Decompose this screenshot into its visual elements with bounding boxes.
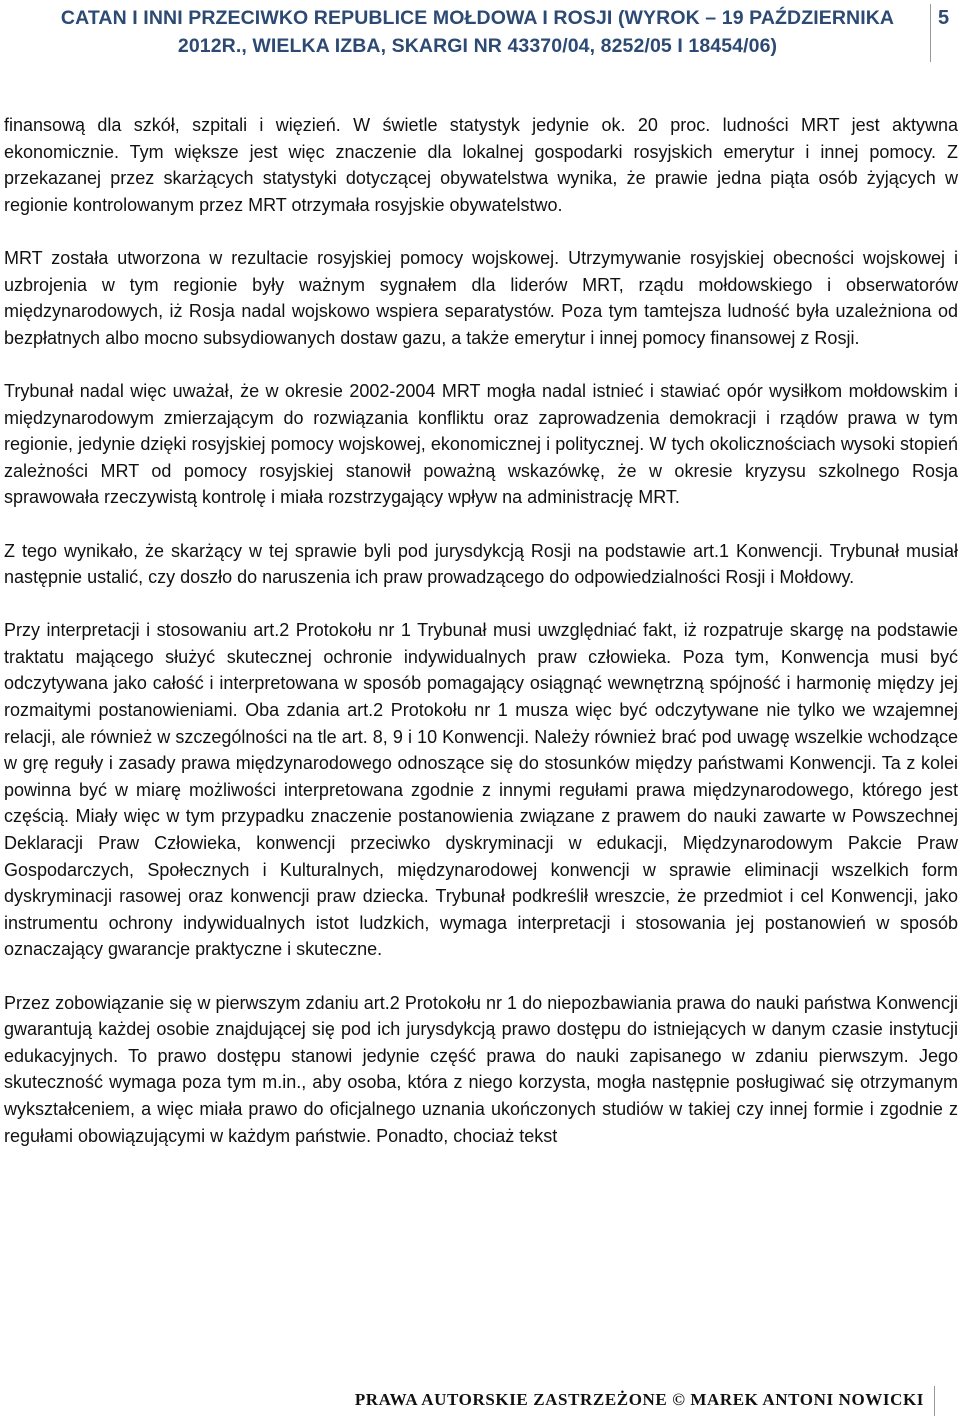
page-header [0,0,960,64]
header-divider [930,4,931,62]
document-body [4,112,958,1176]
page-footer [0,1386,960,1417]
paragraph: finansową dla szkół, szpitali i więzień. W świetle statystyk jedynie ok. 20 proc. ludności MRT jest aktywna ekonomicznie. Tym większe jest więc znaczenie dla lokalnej gospodarki rosyjskich emerytur i innej pomocy. Z przekazanej przez skarżących statystyki dotyczącej obywatelstwa wynika, że prawie jedna piąta osób żyjących w regionie kontrolowanym przez MRT otrzymała rosyjskie obywatelstwo. [4,115,958,215]
copyright-notice: PRAWA AUTORSKIE ZASTRZEŻONE © MAREK ANTONI NOWICKI [354,1390,924,1409]
document-title: CATAN I INNI PRZECIWKO REPUBLICE MOŁDOWA I ROSJI (WYROK – 19 PAŹDZIERNIKA 2012R., WIELKA IZBA, SKARGI NR 43370/04, 8252/05 I 18454/06) [60,7,895,57]
paragraph: Z tego wynikało, że skarżący w tej sprawie byli pod jurysdykcją Rosji na podstawie art.1 Konwencji. Trybunał musiał następnie ustalić, czy doszło do naruszenia ich praw prowadzącego do odpowiedzialności Rosji i Mołdowy. [4,540,958,588]
paragraph: MRT została utworzona w rezultacie rosyjskiej pomocy wojskowej. Utrzymywanie rosyjskiej obecności wojskowej i uzbrojenia w tym regionie były ważnym sygnałem dla liderów MRT, rządu mołdowskiego i obserwatorów międzynarodowych, iż Rosja nadal wojskowo wspiera separatystów. Poza tym tamtejsza ludność była uzależniona od bezpłatnych albo mocno subsydiowanych dostaw gazu, a także emerytur i innej pomocy finansowej z Rosji. [4,247,958,348]
paragraph: Trybunał nadal więc uważał, że w okresie 2002-2004 MRT mogła nadal istnieć i stawiać opór wysiłkom mołdowskim i międzynarodowym zmierzającym do rozwiązania konfliktu oraz zaprowadzenia demokracji i rządów prawa w tym regionie, jedynie dzięki rosyjskiej pomocy wojskowej, ekonomicznej i politycznej. W tych okolicznościach wysoki stopień zależności MRT od pomocy rosyjskiej stanowił poważną wskazówkę, że w okresie kryzysu szkolnego Rosja sprawowała rzeczywistą kontrolę i miała rozstrzygający wpływ na administrację MRT. [4,380,958,508]
page-number: 5 [938,7,950,29]
paragraph: Przy interpretacji i stosowaniu art.2 Protokołu nr 1 Trybunał musi uwzględniać fakt, iż rozpatruje skargę na podstawie traktatu mającego służyć skutecznej ochronie indywidualnych praw człowieka. Poza tym, Konwencja musi być odczytywana jako całość i interpretowana w sposób pomagający osiągnąć wewnętrzną spójność i harmonię między jej rozmaitymi postanowieniami. Oba zdania art.2 Protokołu nr 1 musza więc być odczytywane nie tylko we wzajemnej relacji, ale również w szczególności na tle art. 8, 9 i 10 Konwencji. Należy również brać pod uwagę wszelkie wchodzące w grę reguły i zasady prawa międzynarodowego odnoszące się do stosunków między państwami Konwencji. Ta z kolei powinna być w miarę możliwości interpretowana zgodnie z innymi regułami prawa międzynarodowego, którego jest częścią. Miały więc w tym przypadku znaczenie postanowienia związane z prawem do nauki zawarte w Powszechnej Deklaracji Praw Człowieka, konwencji przeciwko dyskryminacji w edukacji, Międzynarodowym Pakcie Praw Gospodarczych, Społecznych i Kulturalnych, międzynarodowej konwencji w sprawie eliminacji wszelkich form dyskryminacji rasowej oraz konwencji praw dziecka. Trybunał podkreślił wreszcie, że przedmiot i cel Konwencji, jako instrumentu ochrony indywidualnych istot ludzkich, wymaga interpretacji i stosowania jej postanowień w sposób oznaczający gwarancje praktyczne i skuteczne. [4,620,958,960]
paragraph: Przez zobowiązanie się w pierwszym zdaniu art.2 Protokołu nr 1 do niepozbawiania prawa do nauki państwa Konwencji gwarantują każdej osobie znajdującej się pod ich jurysdykcją prawo dostępu do istniejących w danym czasie instytucji edukacyjnych. To prawo dostępu stanowi jedynie część prawa do nauki zapisanego w zdaniu pierwszym. Jego skuteczność wymaga poza tym m.in., aby osoba, która z niego korzysta, mogła następnie posługiwać się otrzymanym wykształceniem, a więc miała prawo do oficjalnego uznania ukończonych studiów w takiej czy innej formie i zgodnie z regułami obowiązującymi w każdym państwie. Ponadto, chociaż tekst [4,992,958,1146]
footer-divider [934,1386,935,1416]
